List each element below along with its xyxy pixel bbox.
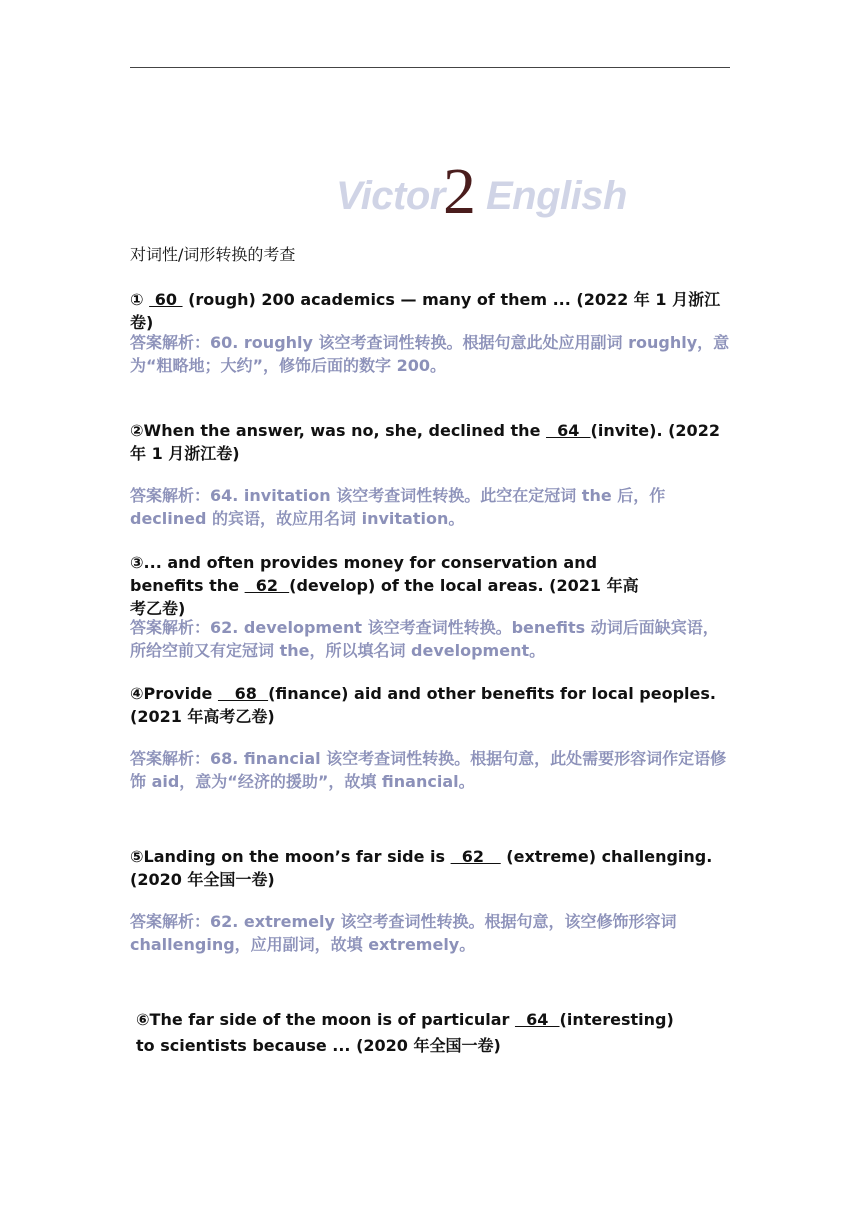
question-6-text-before: ⑥The far side of the moon is of particular <box>136 1010 515 1029</box>
victor2english-logo <box>336 155 627 228</box>
logo-word-victor: Victor <box>336 174 445 218</box>
answer-3: 答案解析：62. development 该空考查词性转换。benefits 动词后面缺宾语，所给空前又有定冠词 the，所以填名词 development。 <box>130 618 719 660</box>
question-3 <box>130 551 650 620</box>
answer-5: 答案解析：62. extremely 该空考查词性转换。根据句意，该空修饰形容词 challenging，应用副词，故填 extremely。 <box>130 912 677 954</box>
logo-digit: 2 <box>443 155 476 228</box>
question-4 <box>130 682 730 728</box>
question-5-text-after: (extreme) challenging.(2020 年全国一卷) <box>130 847 713 889</box>
question-3-text-before: ③... and often provides money for conservation and benefits the <box>130 553 598 595</box>
question-4-blank: 68 <box>217 684 269 703</box>
answer-4: 答案解析：68. financial 该空考查词性转换。根据句意，此处需要形容词作定语修饰 aid，意为“经济的援助”，故填 financial。 <box>130 749 727 791</box>
header-rule <box>130 67 730 68</box>
question-6 <box>136 1007 696 1059</box>
question-1 <box>130 288 730 334</box>
question-1-text-before: ① <box>130 290 150 309</box>
answer-2: 答案解析：64. invitation 该空考查词性转换。此空在定冠词 the 后，作 declined 的宾语，故应用名词 invitation。 <box>130 486 666 528</box>
question-5-blank: 62 <box>450 847 501 866</box>
question-4-text-before: ④Provide <box>130 684 218 703</box>
question-2-text-after: (invite). (2022 年 1 月浙江卷) <box>130 421 720 463</box>
logo-word-english: English <box>486 174 627 218</box>
question-3-text-after: (develop) of the local areas. (2021 年高考乙卷) <box>130 576 639 618</box>
question-4-text-after: (finance) aid and other benefits for local peoples. (2021 年高考乙卷) <box>130 684 716 726</box>
question-3-blank: 62 <box>244 576 290 595</box>
section-title: 对词性/词形转换的考查 <box>130 245 296 264</box>
question-5-text-before: ⑤Landing on the moon’s far side is <box>130 847 451 866</box>
question-2 <box>130 419 730 465</box>
question-5 <box>130 845 730 891</box>
question-1-text-after: (rough) 200 academics — many of them ... (2022 年 1 月浙江卷) <box>130 290 721 332</box>
question-2-text-before: ②When the answer, was no, she, declined the <box>130 421 546 440</box>
question-2-blank: 64 <box>546 421 591 440</box>
question-1-blank: 60 <box>149 290 183 309</box>
question-6-blank: 64 <box>514 1010 560 1029</box>
answer-1: 答案解析：60. roughly 该空考查词性转换。根据句意此处应用副词 roughly，意为“粗略地；大约”，修饰后面的数字 200。 <box>130 333 730 375</box>
question-6-text-after: (interesting) to scientists because ... (2020 年全国一卷) <box>136 1010 674 1055</box>
